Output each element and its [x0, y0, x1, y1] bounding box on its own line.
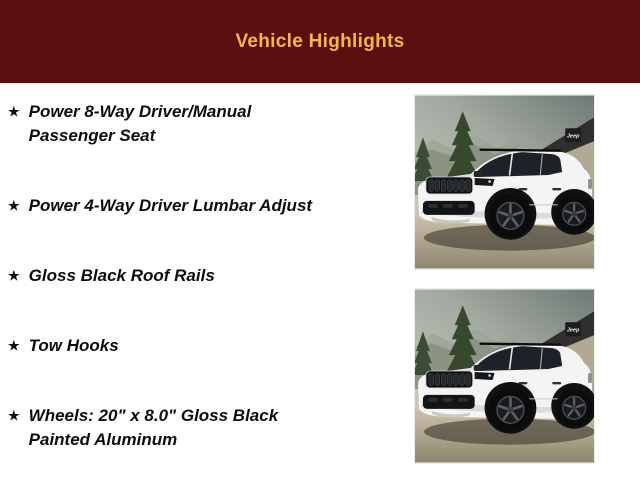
highlight-item [8, 194, 380, 218]
highlight-item [8, 334, 380, 358]
highlight-text: Power 8-Way Driver/Manual Passenger Seat [28, 102, 252, 145]
highlight-text: Wheels: 20" x 8.0" Gloss Black Painted Aluminum [28, 406, 279, 449]
star-bullet-icon: ★ [8, 408, 20, 423]
highlight-text: Gloss Black Roof Rails [28, 266, 215, 285]
vehicle-photo-bottom [415, 289, 594, 463]
highlight-text: Power 4-Way Driver Lumbar Adjust [28, 196, 313, 215]
highlight-text: Tow Hooks [28, 336, 119, 355]
highlight-item [8, 264, 380, 288]
star-bullet-icon: ★ [8, 104, 20, 119]
header-banner [0, 0, 640, 85]
vehicle-photo-top-illustration [415, 95, 594, 269]
highlights-list [8, 100, 380, 452]
star-bullet-icon: ★ [8, 338, 20, 353]
star-bullet-icon: ★ [8, 198, 20, 213]
highlight-item [8, 404, 380, 452]
page-title: Vehicle Highlights [235, 30, 405, 52]
star-bullet-icon: ★ [8, 268, 20, 283]
highlight-item [8, 100, 380, 148]
vehicle-image-column [415, 95, 594, 463]
vehicle-photo-bottom-illustration [415, 289, 594, 463]
vehicle-photo-top [415, 95, 594, 269]
